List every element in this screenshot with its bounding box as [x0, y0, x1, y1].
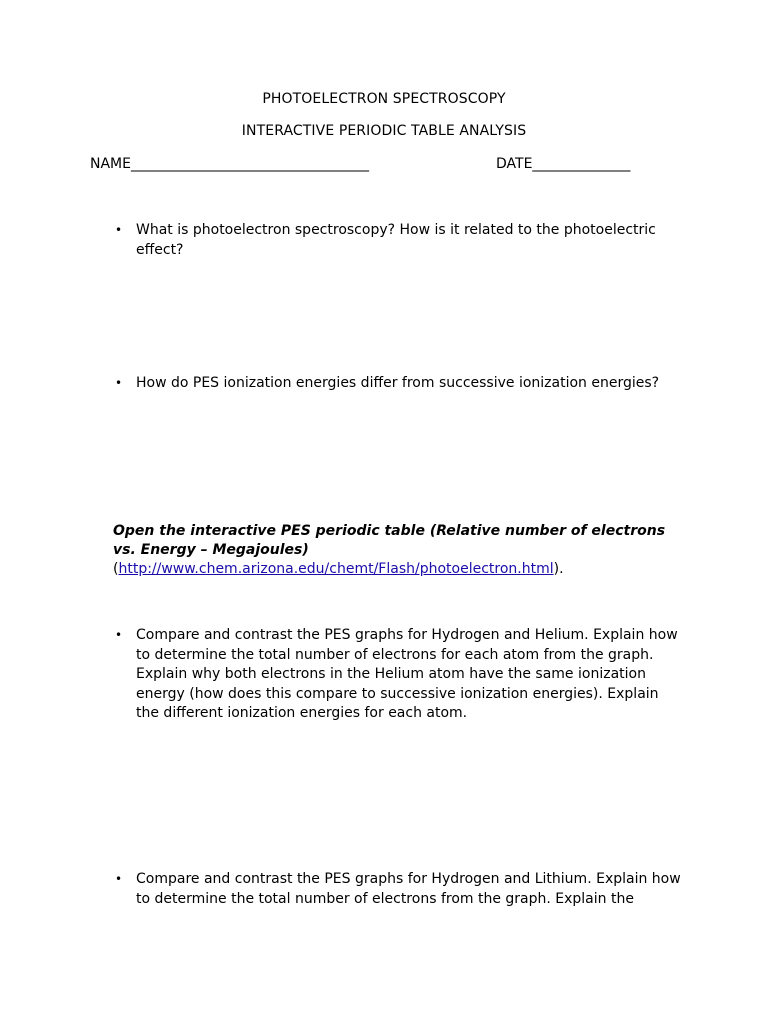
document-subtitle: INTERACTIVE PERIODIC TABLE ANALYSIS — [241, 123, 527, 139]
name-field: NAME__________________________________ — [90, 156, 369, 172]
question-text: Compare and contrast the PES graphs for Hydrogen and Helium. Explain how to determine the total number of electrons for each atom from the graph. Explain why both electrons in the Helium atom have the same ionization energy (how does this compare to successive ionization energies). Explain the different ionization energies for each atom. — [136, 627, 678, 721]
link-open-paren: ( — [113, 561, 119, 577]
document-title: PHOTOELECTRON SPECTROSCOPY — [262, 91, 506, 107]
link-close-paren: ). — [553, 561, 564, 577]
question-text: How do PES ionization energies differ from successive ionization energies? — [136, 375, 660, 391]
instruction-text: Open the interactive PES periodic table (Relative number of electrons vs. Energy – Megajoules) — [113, 523, 666, 558]
question-text: Compare and contrast the PES graphs for Hydrogen and Lithium. Explain how to determine the total number of electrons from the graph. Explain the — [136, 871, 681, 907]
date-field: DATE______________ — [496, 156, 631, 172]
bullet-icon: • — [115, 628, 123, 642]
link-line — [113, 561, 564, 577]
photoelectron-link[interactable]: http://www.chem.arizona.edu/chemt/Flash/photoelectron.html — [118, 561, 554, 577]
bullet-icon: • — [115, 872, 123, 886]
bullet-icon: • — [115, 376, 123, 390]
bullet-icon: • — [115, 223, 123, 237]
name-date-row — [90, 156, 690, 172]
question-text: What is photoelectron spectroscopy? How is it related to the photoelectric effect? — [136, 222, 656, 258]
